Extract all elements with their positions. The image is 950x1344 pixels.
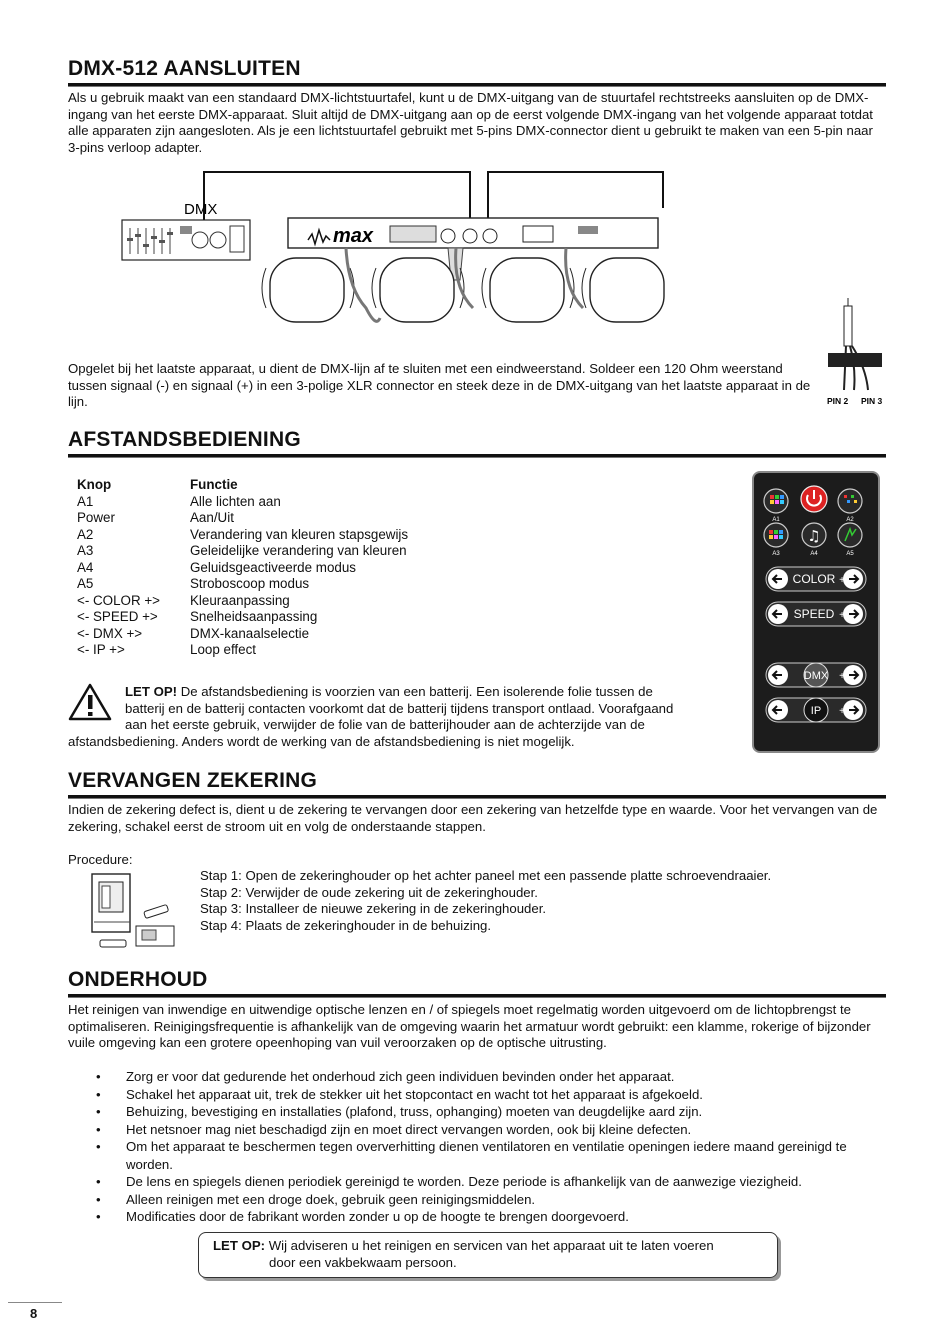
row-function: Geluidsgeactiveerde modus: [190, 559, 356, 575]
row-key: <- COLOR +>: [77, 592, 160, 608]
row-key: Power: [77, 510, 115, 525]
section-title-dmx: DMX-512 AANSLUITEN: [68, 57, 301, 80]
step-item: Stap 3: Installeer de nieuwe zekering in de zekeringhouder.: [200, 901, 547, 916]
row-key: A5: [77, 576, 94, 591]
pin3-label: PIN 3: [861, 396, 883, 406]
xlr-terminator-icon: [822, 298, 888, 410]
section-rule: [68, 795, 886, 799]
step-item: Stap 1: Open de zekeringhouder op het achter paneel met een passende platte schroevendraaier.: [200, 868, 772, 883]
row-key: <- IP +>: [77, 642, 125, 657]
svg-text:A1: A1: [772, 517, 780, 523]
table-row: [77, 576, 408, 593]
row-function: Geleidelijke verandering van kleuren: [190, 543, 407, 558]
column-header-key: Knop: [77, 477, 112, 492]
row-key: <- SPEED +>: [77, 609, 158, 624]
warning-text: aan het eerste gebruik, verwijder de folie van de batterijhouder aan de achterzijde van de: [125, 717, 645, 732]
max-logo: max: [333, 225, 374, 247]
svg-text:A2: A2: [846, 517, 854, 523]
svg-text:+: +: [839, 610, 845, 621]
row-function: Alle lichten aan: [190, 493, 281, 509]
note-text: door een vakbekwaam persoon.: [269, 1254, 457, 1270]
list-item: • De lens en spiegels dienen periodiek gereinigd te worden. Deze periode is afhankelijk van de aanwezige viezigheid.: [96, 1173, 886, 1191]
list-item: • Modificaties door de fabrikant worden zonder u op de hoogte te brengen doorgevoerd.: [96, 1208, 886, 1226]
column-header-function: Functie: [190, 477, 238, 492]
maintenance-list: [96, 1068, 886, 1226]
dmx-intro: Als u gebruik maakt van een standaard DMX-lichtstuurtafel, kunt u de DMX-uitgang van de stuurtafel rechtstreeks aansluiten op de DMX-ingang van het eerste DMX-apparaat. Sluit altijd de DMX-uitgang aan op de eerst volgende DMX-ingang van het volgende apparaat totdat alle apparaten zijn aangesloten. Als je een lichtstuurtafel gebruikt met 5-pins DMX-connector dient u gebruikt te maken van een 5-pin naar 3-pins verloop adapter.: [68, 90, 873, 155]
table-row: [77, 527, 408, 544]
table-row: [77, 642, 408, 659]
svg-text:+: +: [839, 671, 845, 682]
maintenance-intro: Het reinigen van inwendige en uitwendige optische lenzen en / of spiegels moet regelmatig worden uitgevoerd om de lichtopbrengst te optimaliseren. Reinigingsfrequentie is afhankelijk van de omgeving waarin het armatuur wordt gebruikt: een klamme, rokerige of bijzonder vuile omgeving kan een grotere opeenhoping van vuil veroorzaken op de optische uitrusting.: [68, 1002, 871, 1050]
table-row: [77, 560, 408, 577]
row-key: A1: [77, 493, 94, 509]
section-rule: [68, 454, 886, 458]
maintenance-note-box: [198, 1232, 778, 1278]
svg-text:A3: A3: [772, 551, 780, 557]
step-item: Stap 4: Plaats de zekeringhouder in de behuizing.: [200, 917, 492, 933]
fuse-holder-illustration: [82, 870, 188, 954]
pin2-label: PIN 2: [827, 396, 849, 406]
row-key: <- DMX +>: [77, 625, 143, 641]
table-row: [77, 494, 408, 511]
list-item: • Het netsnoer mag niet beschadigd zijn en moet direct vervangen worden, ook bij kleine defecten.: [96, 1121, 886, 1139]
row-function: Snelheidsaanpassing: [190, 609, 318, 624]
section-rule: [68, 83, 886, 87]
svg-text:IP: IP: [810, 705, 822, 717]
table-header: [77, 477, 408, 494]
remote-function-table: [77, 477, 408, 659]
list-item: • Om het apparaat te beschermen tegen oververhitting dienen ventilatoren en ventilatie openingen iedere maand gereinigd te worden.: [96, 1138, 886, 1173]
page-number: 8: [30, 1306, 38, 1321]
dmx-terminator-note: Opgelet bij het laatste apparaat, u dient de DMX-lijn af te sluiten met een eindweerstand. Soldeer een 120 Ohm weerstand tussen signaal (-) en signaal (+) in een 3-polige XLR connector en steek deze in de DMX-uitgang van het laatste apparaat in de lijn.: [68, 361, 811, 409]
table-row: [77, 593, 408, 610]
step-item: Stap 2: Verwijder de oude zekering uit de zekeringhouder.: [200, 884, 538, 900]
fuse-intro: Indien de zekering defect is, dient u de zekering te vervangen door een zekering van hetzelfde type en waarde. Voor het vervangen van de zekering, schakel eerst de stroom uit en volg de onderstaande stappen.: [68, 802, 878, 834]
row-key: A4: [77, 559, 94, 575]
section-title-fuse: VERVANGEN ZEKERING: [68, 769, 318, 792]
section-title-maintenance: ONDERHOUD: [68, 968, 208, 991]
warning-text: afstandsbediening. Anders wordt de werking van de afstandsbediening is niet mogelijk.: [68, 733, 575, 749]
row-key: A2: [77, 526, 94, 542]
remote-battery-warning: [68, 684, 748, 750]
section-rule: [68, 994, 886, 998]
svg-text:A4: A4: [810, 551, 818, 557]
table-row: [77, 510, 408, 527]
table-row: [77, 609, 408, 626]
svg-text:+: +: [839, 575, 845, 586]
table-row: [77, 626, 408, 643]
warning-text: De afstandsbediening is voorzien van een batterij. Een isolerende folie tussen de: [177, 684, 653, 699]
warning-bold: LET OP!: [125, 684, 178, 699]
footer-rule: [8, 1302, 62, 1303]
list-item: • Zorg er voor dat gedurende het onderhoud zich geen individuen bevinden onder het apparaat.: [96, 1068, 886, 1086]
dmx-connection-diagram: [118, 168, 668, 348]
note-bold: LET OP:: [213, 1238, 266, 1253]
row-function: Stroboscoop modus: [190, 576, 310, 591]
section-title-remote: AFSTANDSBEDIENING: [68, 428, 301, 451]
remote-control-illustration: [752, 471, 880, 753]
svg-text:SPEED: SPEED: [793, 607, 835, 621]
row-function: Loop effect: [190, 642, 257, 657]
svg-text:♫: ♫: [807, 527, 821, 545]
row-function: DMX-kanaalselectie: [190, 625, 310, 641]
procedure-label: Procedure:: [68, 852, 133, 867]
row-function: Aan/Uit: [190, 510, 234, 525]
fuse-steps: [200, 868, 771, 934]
svg-text:DMX: DMX: [803, 670, 829, 682]
svg-text:COLOR: COLOR: [792, 572, 836, 586]
note-text: Wij adviseren u het reinigen en servicen van het apparaat uit te laten voeren: [265, 1238, 714, 1253]
row-function: Verandering van kleuren stapsgewijs: [190, 526, 409, 542]
svg-text:A5: A5: [846, 551, 854, 557]
a5-button: [838, 523, 862, 547]
table-row: [77, 543, 408, 560]
dmx-label: DMX: [184, 201, 218, 218]
list-item: • Alleen reinigen met een droge doek, gebruik geen reinigingsmiddelen.: [96, 1191, 886, 1209]
row-function: Kleuraanpassing: [190, 592, 290, 608]
svg-text:+: +: [839, 706, 845, 717]
list-item: • Schakel het apparaat uit, trek de stekker uit het stopcontact en wacht tot het apparaat is afgekoeld.: [96, 1086, 886, 1104]
row-key: A3: [77, 543, 94, 558]
warning-text: batterij en de batterij contacten voorkomt dat de batterij tijdens transport ontlaad. Voorafgaand: [125, 700, 674, 716]
list-item: • Behuizing, bevestiging en installaties (plafond, truss, ophanging) moeten van deugdelijke aard zijn.: [96, 1103, 886, 1121]
